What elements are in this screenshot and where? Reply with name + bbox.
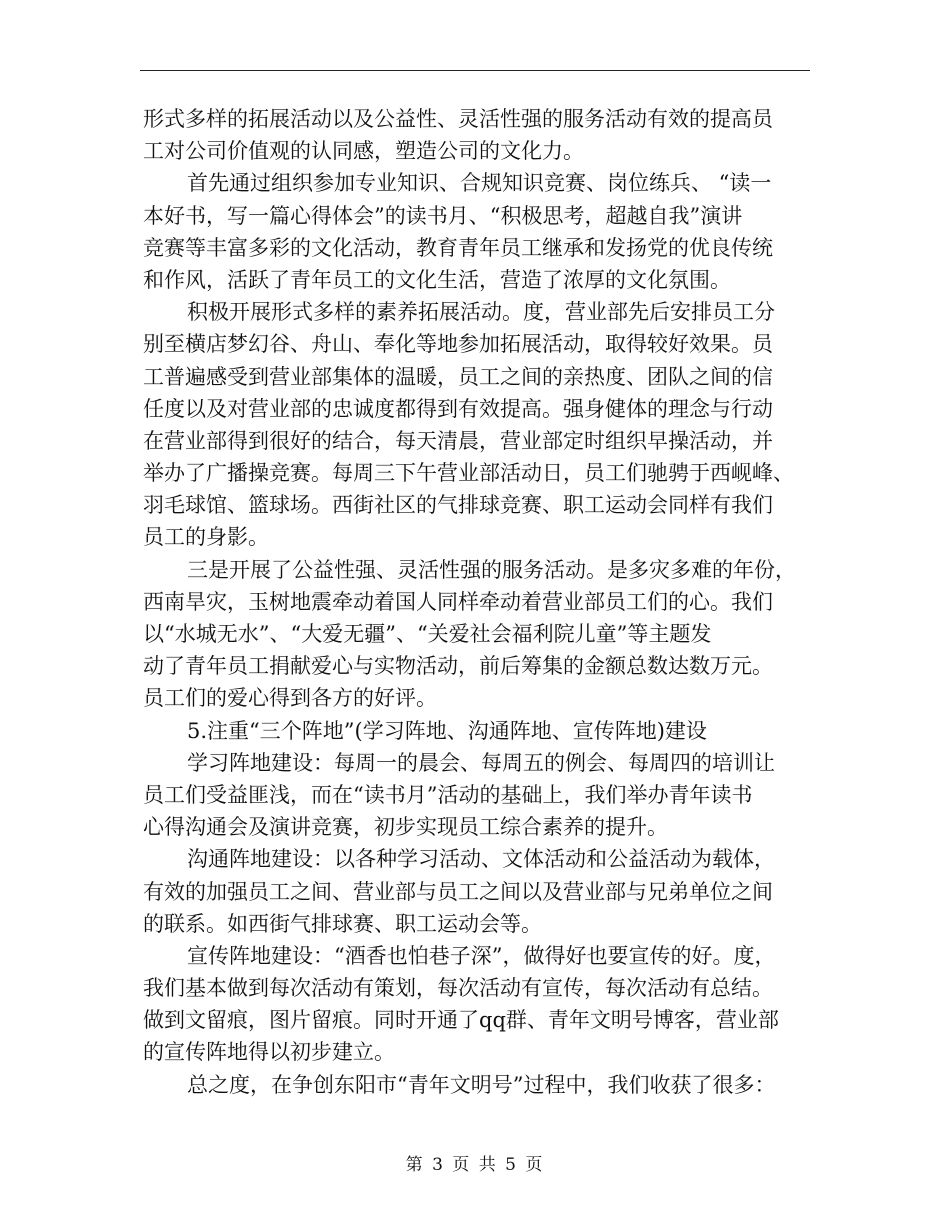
header-rule (140, 70, 810, 71)
paragraph-start-line: 总之度，在争创东阳市“青年文明号”过程中，我们收获了很多： (187, 1072, 776, 1097)
document-body (143, 103, 815, 1101)
page-number-footer: 第 3 页 共 5 页 (405, 1155, 545, 1175)
text-line: 我们基本做到每次活动有策划，每次活动有宣传，每次活动有总结。 (143, 976, 773, 1001)
text-line: 在营业部得到很好的结合，每天清晨，营业部定时组织早操活动，并 (143, 428, 773, 453)
paragraph-start-line: 积极开展形式多样的素养拓展活动。度，营业部先后安排员工分 (187, 300, 775, 325)
text-line: 竞赛等丰富多彩的文化活动，教育青年员工继承和发扬党的优良传统 (143, 235, 773, 260)
paragraph-start-line: 宣传阵地建设：“酒香也怕巷子深”，做得好也要宣传的好。度， (187, 943, 776, 968)
text-line: 的联系。如西街气排球赛、职工运动会等。 (143, 911, 542, 936)
text-line: 和作风，活跃了青年员工的文化生活，营造了浓厚的文化氛围。 (143, 267, 731, 292)
text-line: 有效的加强员工之间、营业部与员工之间以及营业部与兄弟单位之间 (143, 879, 773, 904)
text-line: 的宣传阵地得以初步建立。 (143, 1040, 395, 1065)
text-line: 形式多样的拓展活动以及公益性、灵活性强的服务活动有效的提高员 (143, 107, 773, 131)
text-line: 任度以及对营业部的忠诚度都得到有效提高。强身健体的理念与行动 (143, 396, 773, 421)
text-line: 别至横店梦幻谷、舟山、奉化等地参加拓展活动，取得较好效果。员 (143, 332, 773, 357)
text-line: 工普遍感受到营业部集体的温暖，员工之间的亲热度、团队之间的信 (143, 364, 773, 389)
paragraph-start-line: 三是开展了公益性强、灵活性强的服务活动。是多灾多难的年份， (187, 557, 796, 582)
text-line: 举办了广播操竞赛。每周三下午营业部活动日，员工们驰骋于西岘峰、 (143, 461, 794, 486)
text-line: 心得沟通会及演讲竞赛，初步实现员工综合素养的提升。 (143, 815, 668, 840)
text-line: 以“水城无水”、“大爱无疆”、“关爱社会福利院儿童”等主题发 (143, 622, 712, 646)
paragraph-start-line: 学习阵地建设：每周一的晨会、每周五的例会、每周四的培训让 (187, 750, 775, 775)
text-line: 动了青年员工捐献爱心与实物活动，前后筹集的金额总数达数万元。 (143, 654, 773, 679)
section-heading: 5.注重“三个阵地”(学习阵地、沟通阵地、宣传阵地)建设 (187, 718, 707, 743)
text-line: 做到文留痕，图片留痕。同时开通了qq群、青年文明号博客，营业部 (143, 1008, 779, 1033)
text-line: 西南旱灾，玉树地震牵动着国人同样牵动着营业部员工们的心。我们 (143, 589, 773, 614)
paragraph-start-line: 沟通阵地建设：以各种学习活动、文体活动和公益活动为载体， (187, 847, 775, 872)
text-line: 羽毛球馆、篮球场。西街社区的气排球竞赛、职工运动会同样有我们 (143, 493, 773, 518)
text-line: 员工的身影。 (143, 525, 269, 550)
text-line: 员工们受益匪浅，而在“读书月”活动的基础上，我们举办青年读书 (143, 782, 753, 807)
text-line: 工对公司价值观的认同感，塑造公司的文化力。 (143, 139, 584, 164)
text-line: 员工们的爱心得到各方的好评。 (143, 686, 437, 711)
paragraph-start-line: 首先通过组织参加专业知识、合规知识竞赛、岗位练兵、 “读一 (187, 171, 772, 196)
text-line: 本好书，写一篇心得体会”的读书月、“积极思考，超越自我”演讲 (143, 203, 743, 228)
